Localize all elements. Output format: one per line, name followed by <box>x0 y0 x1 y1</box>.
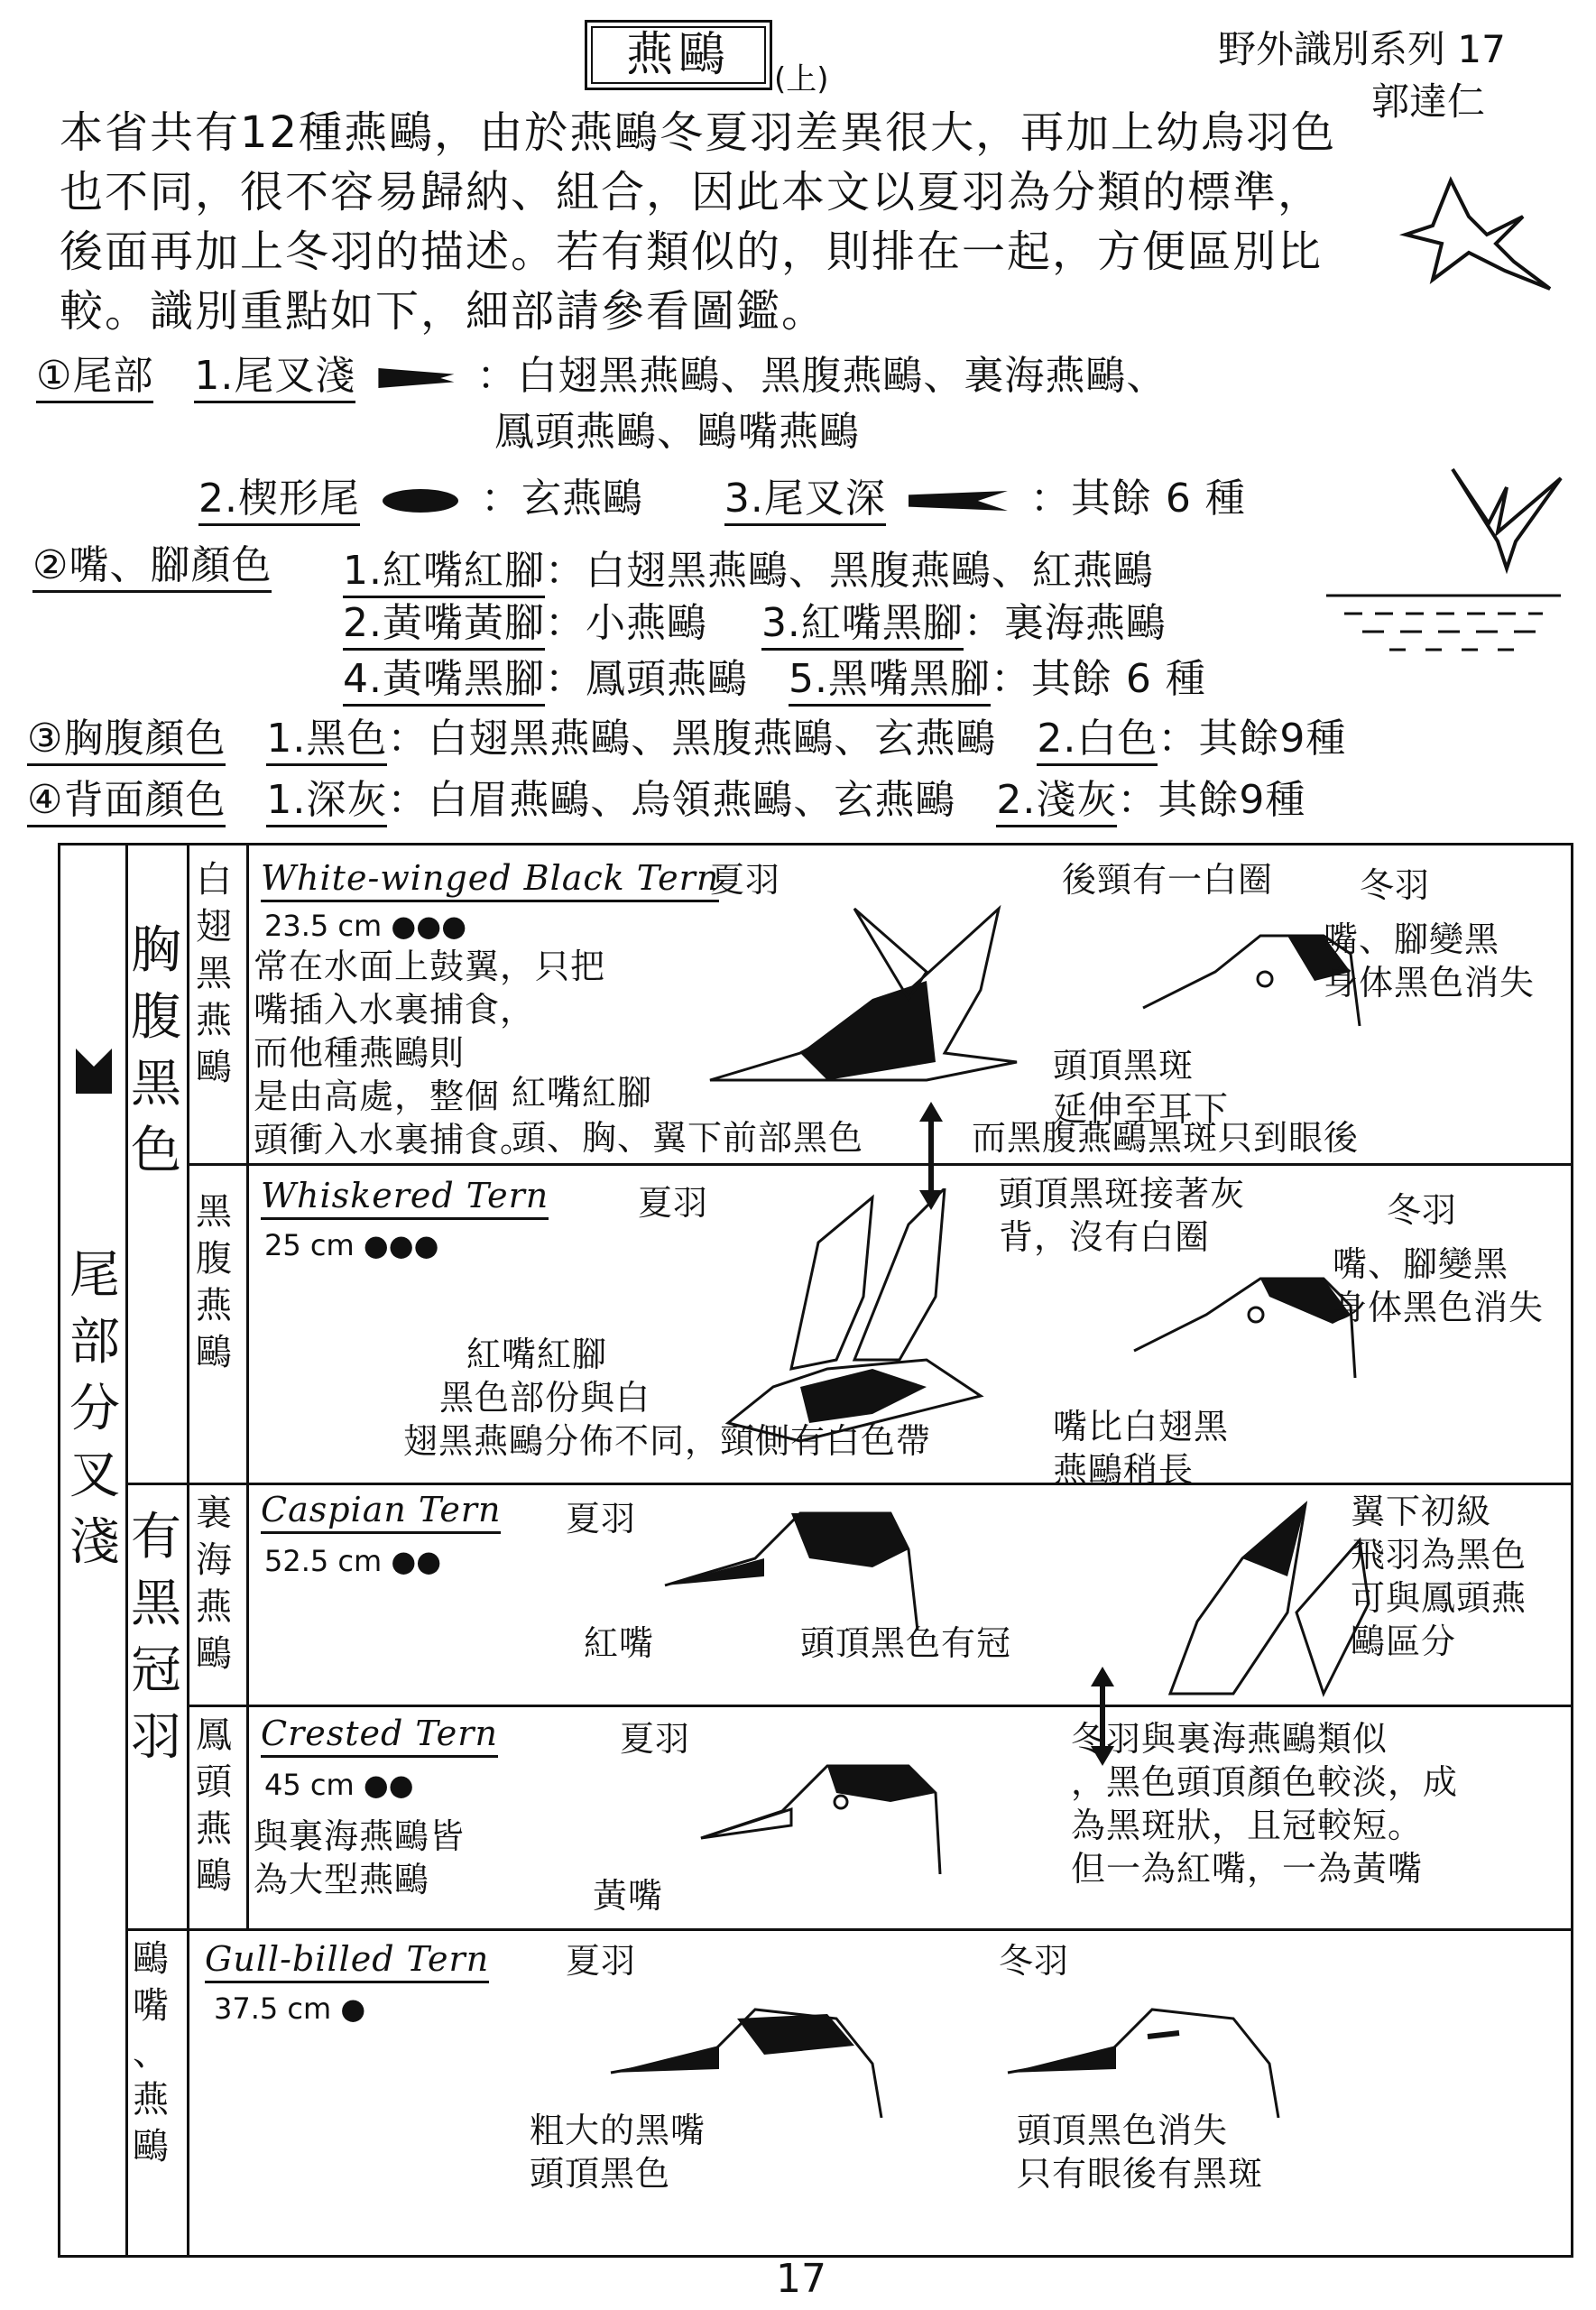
species-compare-1: 而黑腹燕鷗黑斑只到眼後 <box>972 1118 1360 1158</box>
page-title: 燕鷗 <box>585 20 772 90</box>
key-tail-opt2-text: ：玄燕鷗 <box>480 476 643 522</box>
species-summer-5: 夏羽 <box>566 1941 637 1981</box>
species-summer-2: 夏羽 <box>638 1183 709 1223</box>
species-note2-1: 頭、胸、翼下前部黑色 <box>512 1118 864 1158</box>
gull-billed-winter-head <box>999 1982 1287 2118</box>
species-desc-4: 與裏海燕鷗皆 為大型燕鷗 <box>254 1816 466 1899</box>
tail-shallow-icon <box>71 1044 116 1098</box>
species-size-2: 25 cm ●●● <box>264 1228 439 1262</box>
species-winter-1: 冬羽 <box>1360 865 1431 905</box>
species-summer-4: 夏羽 <box>620 1719 691 1759</box>
species-en-1: White-winged Black Tern <box>261 858 719 902</box>
key-back-o2-label: 2.淺灰 <box>996 777 1117 827</box>
key-tail-label: ①尾部 <box>36 353 153 403</box>
key-bill-o5-text: ：其餘 6 種 <box>990 656 1206 702</box>
key-tail-row2: 鳳頭燕鷗、鷗嘴燕鷗 <box>494 409 860 455</box>
key-bill-o5-label: 5.黑嘴黑腳 <box>789 656 991 707</box>
key-bill-o4-label: 4.黃嘴黑腳 <box>343 656 545 707</box>
species-cap-2: 頭頂黑斑接著灰 背，沒有白圈 <box>999 1174 1246 1257</box>
species-cn-5: 鷗 嘴 、 燕 鷗 <box>133 1938 169 2167</box>
key-back-o1-label: 1.深灰 <box>266 777 387 827</box>
species-size-4: 45 cm ●● <box>264 1768 414 1802</box>
title-part: (上) <box>774 61 829 97</box>
species-en-5: Gull-billed Tern <box>205 1939 489 1983</box>
key-bill-o4-text: ：鳳頭燕鷗 <box>544 656 748 702</box>
species-winter-desc-4: 冬羽與裏海燕鷗類似 ，黑色頭頂顏色較淡，成 為黑斑狀，且冠較短。 但一為紅嘴，一為黃嘴 <box>1071 1719 1459 1889</box>
species-bill-4: 黃嘴 <box>593 1876 664 1916</box>
key-back-o2-text: ：其餘9種 <box>1117 777 1306 823</box>
species-en-4: Crested Tern <box>261 1714 498 1758</box>
key-bill-row3 <box>343 646 1206 704</box>
key-bill-o3-text: ：裏海燕鷗 <box>963 600 1167 646</box>
species-winter-2: 冬羽 <box>1387 1190 1458 1230</box>
species-table <box>58 843 1573 2258</box>
species-cap-3: 頭頂黑色有冠 <box>800 1623 1012 1663</box>
flying-tern-icon <box>1397 162 1559 298</box>
key-bill-o2-text: ：小燕鷗 <box>544 600 707 646</box>
species-winter-desc-1: 嘴、腳變黑 身体黑色消失 <box>1324 919 1536 1003</box>
species-cn-2: 黑 腹 燕 鷗 <box>196 1191 232 1373</box>
species-note1-1: 紅嘴紅腳 <box>512 1073 653 1113</box>
diving-tern-icon <box>1444 460 1570 578</box>
key-tail-opt1-label: 1.尾叉淺 <box>194 353 355 403</box>
key-belly-o2-label: 2.白色 <box>1037 716 1158 766</box>
species-cn-4: 鳳 頭 燕 鷗 <box>196 1714 232 1897</box>
intro-paragraph: 本省共有12種燕鷗，由於燕鷗冬夏羽差異很大，再加上幼鳥羽色也不同，很不容易歸納、組合，因此本文以夏羽為分類的標準，後面再加上冬羽的描述。若有類似的，則排在一起，方便區別比較。識別重點如下，細部請參看圖鑑。 <box>60 107 1337 337</box>
key-belly-o1-text: ：白翅黑燕鷗、黑腹燕鷗、玄燕鷗 <box>387 716 997 762</box>
whiskered-winter-head <box>1125 1243 1360 1378</box>
species-bill-5: 粗大的黑嘴 頭頂黑色 <box>530 2111 706 2194</box>
key-back-label: ④背面顏色 <box>27 777 226 827</box>
caspian-tern-head <box>656 1495 945 1640</box>
group-tail-shallow: 尾 部 分 叉 淺 <box>69 1246 120 1572</box>
species-ring-1: 後頸有一白圈 <box>1062 860 1274 900</box>
key-tail-opt1-text: ：白翅黑燕鷗、黑腹燕鷗、裏海燕鷗、 <box>476 353 1167 399</box>
species-size-3: 52.5 cm ●● <box>264 1544 442 1578</box>
key-belly-label: ③胸腹顏色 <box>27 716 226 766</box>
tail-wedge-icon <box>383 489 458 513</box>
page-number: 17 <box>776 2256 826 2302</box>
gull-billed-summer-head <box>602 1982 890 2118</box>
species-en-2: Whiskered Tern <box>261 1176 549 1220</box>
species-cap-1: 頭頂黑斑 延伸至耳下 <box>1053 1046 1230 1129</box>
series-label: 野外識別系列 17 <box>1218 27 1506 71</box>
species-size-1: 23.5 cm ●●● <box>264 909 467 943</box>
species-summer-1: 夏羽 <box>710 860 781 900</box>
key-bill-o1-label: 1.紅嘴紅腳 <box>343 548 545 598</box>
species-en-3: Caspian Tern <box>261 1490 501 1534</box>
key-bill-label-text: ②嘴、腳顏色 <box>32 542 272 593</box>
group-black-crest: 有 黑 冠 羽 <box>131 1508 181 1767</box>
key-tail-row3 <box>198 466 1246 523</box>
key-belly-row <box>27 706 1346 763</box>
author: 郭達仁 <box>1371 79 1486 124</box>
key-belly-o1-label: 1.黑色 <box>266 716 387 766</box>
species-cn-3: 裏 海 燕 鷗 <box>196 1492 232 1675</box>
key-belly-o2-text: ：其餘9種 <box>1158 716 1347 762</box>
species-cn-1: 白 翅 黑 燕 鷗 <box>196 859 232 1088</box>
key-bill-o3-label: 3.紅嘴黑腳 <box>761 600 964 651</box>
species-desc-1: 常在水面上鼓翼，只把 嘴插入水裏捕食， 而他種燕鷗則 是由高處，整個 頭衝入水裏捕食。 <box>254 947 606 1160</box>
species-winter-desc-2: 嘴、腳變黑 身体黑色消失 <box>1333 1244 1545 1327</box>
species-desc-2: 紅嘴紅腳 黑色部份與白 翅黑燕鷗分佈不同，頸側有白色帶 <box>403 1335 932 1461</box>
key-tail-opt2-label: 2.楔形尾 <box>198 476 360 526</box>
tail-deep-icon <box>909 491 1008 511</box>
tail-shallow-icon <box>378 368 454 388</box>
key-bill-row2 <box>343 590 1167 648</box>
key-tail-opt3-text: ：其餘 6 種 <box>1029 476 1246 522</box>
species-bill-3: 紅嘴 <box>584 1623 655 1663</box>
key-back-row <box>27 767 1305 825</box>
crested-tern-head <box>692 1739 963 1874</box>
species-bill-note-2: 嘴比白翅黑 燕鷗稍長 <box>1053 1407 1230 1490</box>
white-winged-tern-sketch <box>692 900 1035 1098</box>
key-tail-opt3-label: 3.尾叉深 <box>724 476 886 526</box>
caspian-wing-sketch <box>1161 1486 1378 1703</box>
group-black-belly: 胸 腹 黑 色 <box>131 921 181 1180</box>
species-wing-3: 翼下初級 飛羽為黑色 可與鳳頭燕 鷗區分 <box>1351 1492 1527 1661</box>
key-bill-row1 <box>343 538 1154 596</box>
species-size-5: 37.5 cm ● <box>214 1991 366 2026</box>
key-back-o1-text: ：白眉燕鷗、烏領燕鷗、玄燕鷗 <box>387 777 956 823</box>
water-lines <box>1317 578 1570 659</box>
species-winter-5: 冬羽 <box>999 1941 1070 1981</box>
key-bill-o1-text: ：白翅黑燕鷗、黑腹燕鷗、紅燕鷗 <box>544 548 1154 594</box>
key-bill-label <box>32 532 272 590</box>
species-summer-3: 夏羽 <box>566 1499 637 1538</box>
key-tail-row1 <box>36 343 1167 401</box>
species-winter-desc-5: 頭頂黑色消失 只有眼後有黑斑 <box>1017 2111 1264 2194</box>
key-bill-o2-label: 2.黃嘴黃腳 <box>343 600 545 651</box>
